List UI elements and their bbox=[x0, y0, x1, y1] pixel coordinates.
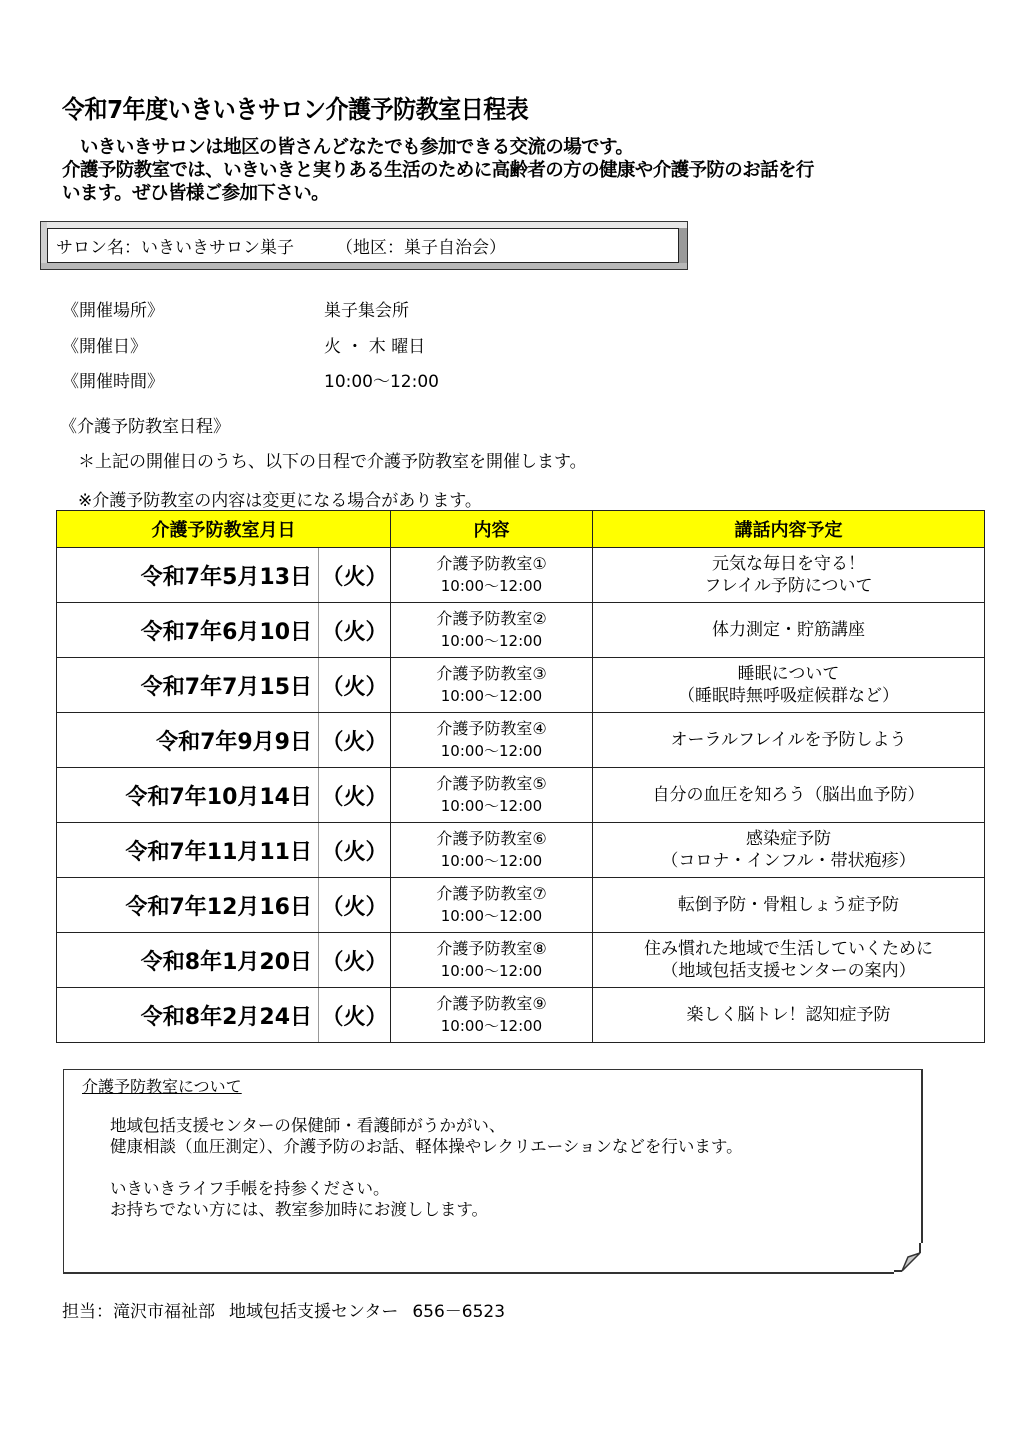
about-para1-line1: 地域包括支援センターの保健師・看護師がうかがい、 bbox=[110, 1116, 506, 1135]
session-name: 介護予防教室② bbox=[436, 609, 547, 628]
info-venue bbox=[62, 296, 409, 321]
session-name: 介護予防教室③ bbox=[436, 664, 547, 683]
row-session bbox=[391, 548, 593, 603]
session-name: 介護予防教室⑦ bbox=[436, 884, 547, 903]
intro-line-3: います。ぜひ皆様ご参加下さい。 bbox=[62, 183, 330, 204]
table-header-row bbox=[57, 511, 985, 548]
contact-phone: 656－6523 bbox=[412, 1302, 506, 1322]
topic-line-1: 体力測定・貯筋講座 bbox=[712, 620, 865, 640]
schedule-note-1: ＊上記の開催日のうち、以下の日程で介護予防教室を開催します。 bbox=[78, 452, 587, 472]
about-para2-line1: いきいきライフ手帳を持参ください。 bbox=[110, 1179, 390, 1198]
topic-line-1: 元気な毎日を守る！ bbox=[712, 554, 865, 574]
row-session bbox=[391, 713, 593, 768]
row-date: 令和7年12月16日 bbox=[57, 878, 319, 933]
about-para2-line2: お持ちでない方には、教室参加時にお渡しします。 bbox=[110, 1200, 489, 1219]
row-topic bbox=[593, 548, 985, 603]
session-name: 介護予防教室⑤ bbox=[436, 774, 547, 793]
row-date: 令和7年6月10日 bbox=[57, 603, 319, 658]
table-row bbox=[57, 988, 985, 1043]
row-topic bbox=[593, 768, 985, 823]
header-topic: 講話内容予定 bbox=[593, 511, 985, 548]
schedule-heading: 《介護予防教室日程》 bbox=[60, 417, 230, 437]
session-time: 10:00～12:00 bbox=[440, 852, 543, 870]
row-topic bbox=[593, 713, 985, 768]
topic-line-1: 転倒予防・骨粗しょう症予防 bbox=[678, 895, 899, 915]
about-box bbox=[63, 1069, 923, 1274]
row-session bbox=[391, 823, 593, 878]
row-session bbox=[391, 878, 593, 933]
row-weekday: （火） bbox=[319, 713, 391, 768]
topic-line-2: フレイル予防について bbox=[704, 576, 873, 596]
page-title: 令和7年度いきいきサロン介護予防教室日程表 bbox=[62, 95, 529, 124]
intro-line-1: いきいきサロンは地区の皆さんどなたでも参加できる交流の場です。 bbox=[62, 137, 634, 158]
about-para1-line2: 健康相談（血圧測定）、介護予防のお話、軽体操やレクリエーションなどを行います。 bbox=[110, 1137, 743, 1156]
row-session bbox=[391, 988, 593, 1043]
session-time: 10:00～12:00 bbox=[440, 577, 543, 595]
contact-label: 担当：滝沢市福祉部 bbox=[62, 1302, 215, 1322]
about-text bbox=[110, 1115, 743, 1220]
row-date: 令和8年2月24日 bbox=[57, 988, 319, 1043]
table-row bbox=[57, 823, 985, 878]
session-time: 10:00～12:00 bbox=[440, 907, 543, 925]
table-row bbox=[57, 603, 985, 658]
info-days bbox=[62, 332, 425, 357]
table-row bbox=[57, 933, 985, 988]
info-value: 10:00～12:00 bbox=[324, 372, 439, 392]
info-label: 《開催時間》 bbox=[62, 372, 164, 392]
row-date: 令和7年9月9日 bbox=[57, 713, 319, 768]
row-session bbox=[391, 603, 593, 658]
salon-district: （地区：巣子自治会） bbox=[336, 238, 506, 258]
session-time: 10:00～12:00 bbox=[440, 797, 543, 815]
table-row bbox=[57, 713, 985, 768]
row-topic bbox=[593, 658, 985, 713]
info-label: 《開催場所》 bbox=[62, 301, 164, 321]
row-weekday: （火） bbox=[319, 878, 391, 933]
topic-line-1: 住み慣れた地域で生活していくために bbox=[644, 939, 933, 959]
row-date: 令和7年5月13日 bbox=[57, 548, 319, 603]
info-value: 火 ・ 木 曜日 bbox=[324, 337, 426, 357]
row-weekday: （火） bbox=[319, 603, 391, 658]
table-row bbox=[57, 548, 985, 603]
header-content: 内容 bbox=[391, 511, 593, 548]
row-weekday: （火） bbox=[319, 823, 391, 878]
row-topic bbox=[593, 878, 985, 933]
contact-center: 地域包括支援センター bbox=[229, 1302, 399, 1322]
row-date: 令和7年7月15日 bbox=[57, 658, 319, 713]
info-time bbox=[62, 367, 439, 392]
topic-line-2: （地域包括支援センターの案内） bbox=[661, 961, 916, 981]
row-topic bbox=[593, 823, 985, 878]
row-date: 令和8年1月20日 bbox=[57, 933, 319, 988]
session-time: 10:00～12:00 bbox=[440, 687, 543, 705]
info-value: 巣子集会所 bbox=[324, 301, 409, 321]
topic-line-1: 楽しく脳トレ！認知症予防 bbox=[686, 1005, 891, 1025]
row-session bbox=[391, 658, 593, 713]
topic-line-2: （コロナ・インフル・帯状疱疹） bbox=[661, 851, 916, 871]
salon-name-value: いきいきサロン巣子 bbox=[141, 238, 294, 258]
topic-line-1: 自分の血圧を知ろう（脳出血予防） bbox=[652, 785, 925, 805]
row-session bbox=[391, 933, 593, 988]
session-time: 10:00～12:00 bbox=[440, 632, 543, 650]
schedule-note-2: ※介護予防教室の内容は変更になる場合があります。 bbox=[78, 491, 482, 511]
topic-line-1: オーラルフレイルを予防しよう bbox=[670, 730, 907, 750]
salon-name-box bbox=[40, 221, 688, 270]
header-date: 介護予防教室月日 bbox=[57, 511, 391, 548]
row-date: 令和7年11月11日 bbox=[57, 823, 319, 878]
row-topic bbox=[593, 988, 985, 1043]
session-name: 介護予防教室⑥ bbox=[436, 829, 547, 848]
row-topic bbox=[593, 933, 985, 988]
intro-line-2: 介護予防教室では、いきいきと実りある生活のために高齢者の方の健康や介護予防のお話を行 bbox=[62, 160, 814, 181]
row-session bbox=[391, 768, 593, 823]
table-row bbox=[57, 658, 985, 713]
topic-line-1: 睡眠について bbox=[737, 664, 840, 684]
table-row bbox=[57, 768, 985, 823]
page-curl-icon bbox=[894, 1243, 924, 1275]
topic-line-1: 感染症予防 bbox=[746, 829, 831, 849]
row-weekday: （火） bbox=[319, 988, 391, 1043]
row-topic bbox=[593, 603, 985, 658]
session-time: 10:00～12:00 bbox=[440, 742, 543, 760]
topic-line-2: （睡眠時無呼吸症候群など） bbox=[678, 686, 899, 706]
row-weekday: （火） bbox=[319, 658, 391, 713]
session-name: 介護予防教室⑧ bbox=[436, 939, 547, 958]
row-weekday: （火） bbox=[319, 768, 391, 823]
contact-info bbox=[62, 1297, 505, 1322]
salon-name-label: サロン名： bbox=[56, 238, 141, 258]
session-time: 10:00～12:00 bbox=[440, 962, 543, 980]
row-weekday: （火） bbox=[319, 933, 391, 988]
table-row bbox=[57, 878, 985, 933]
about-title: 介護予防教室について bbox=[82, 1077, 242, 1096]
schedule-table bbox=[56, 510, 985, 1043]
session-name: 介護予防教室⑨ bbox=[436, 994, 547, 1013]
session-name: 介護予防教室④ bbox=[436, 719, 547, 738]
row-weekday: （火） bbox=[319, 548, 391, 603]
intro-text bbox=[62, 136, 992, 205]
info-label: 《開催日》 bbox=[62, 337, 147, 357]
session-name: 介護予防教室① bbox=[436, 554, 547, 573]
row-date: 令和7年10月14日 bbox=[57, 768, 319, 823]
session-time: 10:00～12:00 bbox=[440, 1017, 543, 1035]
